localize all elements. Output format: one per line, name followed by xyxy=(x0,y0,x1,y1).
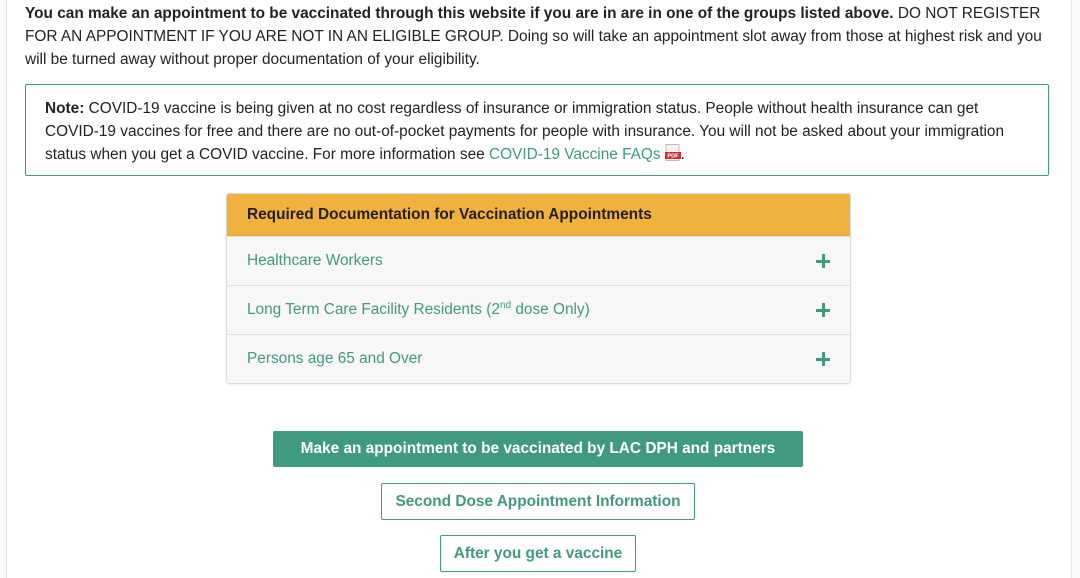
accordion-item-label: Persons age 65 and Over xyxy=(247,350,423,367)
note-box xyxy=(25,84,1049,176)
after-vaccine-button[interactable]: After you get a vaccine xyxy=(440,535,636,572)
intro-warning-text: DO NOT REGISTER FOR AN APPOINTMENT IF YOU ARE NOT IN AN ELIGIBLE GROUP. Doing so will take an appointment slot away from those at highest risk and you will be turned away without proper documentation of your eligibility. xyxy=(25,5,1042,68)
make-appointment-button[interactable]: Make an appointment to be vaccinated by LAC DPH and partners xyxy=(273,431,803,467)
vaccine-faqs-link[interactable]: COVID-19 Vaccine FAQs xyxy=(488,146,661,163)
plus-icon[interactable] xyxy=(816,254,830,268)
accordion-item-label: Healthcare Workers xyxy=(247,252,383,269)
page-left-border xyxy=(0,0,7,578)
page-right-border xyxy=(1071,0,1080,578)
accordion-item-healthcare-workers[interactable] xyxy=(227,236,850,285)
accordion-item-label: Long Term Care Facility Residents (2nd dose Only) xyxy=(247,300,590,319)
note-trailing: . xyxy=(680,146,685,163)
documentation-accordion xyxy=(226,193,851,384)
intro-bold-text: You can make an appointment to be vaccinated through this website if you are in are in one of the groups listed above. xyxy=(25,5,894,22)
note-label: Note: xyxy=(45,100,85,117)
accordion-item-age-65[interactable] xyxy=(227,334,850,383)
svg-text:PDF: PDF xyxy=(667,153,679,160)
plus-icon[interactable] xyxy=(816,303,830,317)
plus-icon[interactable] xyxy=(816,352,830,366)
eligibility-intro-text xyxy=(25,2,1055,71)
accordion-item-ltc-residents[interactable] xyxy=(227,285,850,334)
note-text: COVID-19 vaccine is being given at no cost regardless of insurance or immigration status. People without health insurance can get COVID-19 vaccines for free and there are no out-of-pocket payments for people with insurance. You will not be asked about your immigration status when you get a COVID vaccine. For more information see xyxy=(45,100,1005,163)
second-dose-info-button[interactable]: Second Dose Appointment Information xyxy=(381,483,695,520)
accordion-title: Required Documentation for Vaccination Appointments xyxy=(227,194,850,236)
pdf-icon[interactable] xyxy=(665,144,681,161)
